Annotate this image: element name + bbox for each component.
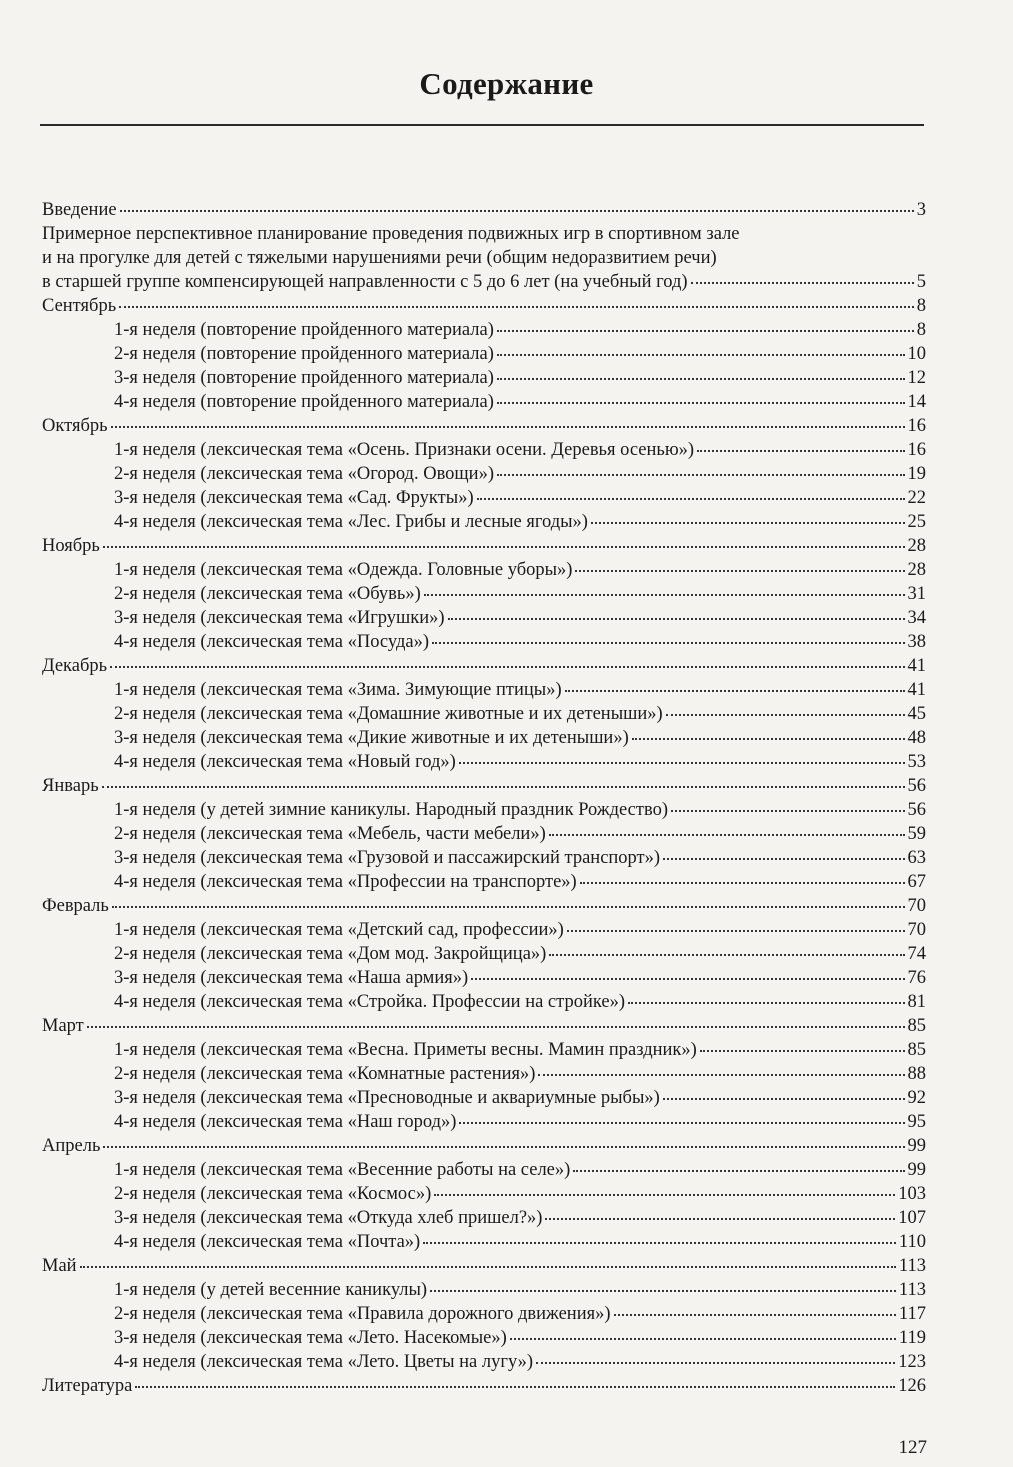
toc-entry-week[interactable] (42, 1086, 926, 1110)
toc-entry-page: 85 (907, 1016, 926, 1036)
toc-entry-label: 3-я неделя (лексическая тема «Дикие животные и их детеныши») (114, 728, 629, 748)
toc-entry-label: Литература (42, 1376, 133, 1396)
dot-leader (497, 354, 905, 356)
toc-entry-label: 1-я неделя (у детей зимние каникулы. Народный праздник Рождество) (114, 800, 668, 820)
dot-leader (545, 1218, 895, 1220)
toc-entry-label: 2-я неделя (лексическая тема «Космос») (114, 1184, 432, 1204)
dot-leader (103, 546, 905, 548)
dot-leader (459, 762, 905, 764)
toc-entry-label: 1-я неделя (лексическая тема «Детский сад, профессии») (114, 920, 564, 940)
dot-leader (573, 1170, 904, 1172)
dot-leader (111, 426, 905, 428)
toc-entry-week[interactable] (42, 342, 926, 366)
toc-entry-label: 3-я неделя (лексическая тема «Игрушки») (114, 608, 445, 628)
toc-entry-label: 2-я неделя (повторение пройденного материала) (114, 344, 494, 364)
toc-entry-page: 117 (898, 1304, 926, 1324)
toc-entry-label: 1-я неделя (лексическая тема «Весенние работы на селе») (114, 1160, 571, 1180)
toc-entry-week[interactable] (42, 582, 926, 606)
toc-entry-page: 25 (907, 512, 926, 532)
dot-leader (87, 1026, 905, 1028)
toc-entry-page: 12 (907, 368, 926, 388)
toc-entry-intro[interactable] (42, 198, 926, 222)
toc-entry-label: 3-я неделя (лексическая тема «Сад. Фрукты») (114, 488, 474, 508)
toc-entry-week[interactable] (42, 630, 926, 654)
toc-entry-page: 5 (916, 272, 926, 292)
toc-entry-page: 59 (907, 824, 926, 844)
toc-entry-label: 3-я неделя (лексическая тема «Грузовой и пассажирский транспорт») (114, 848, 661, 868)
dot-leader (423, 1242, 896, 1244)
toc-entry-page: 41 (907, 656, 926, 676)
page-number: 127 (898, 1437, 927, 1458)
toc-entry-week[interactable] (42, 1158, 926, 1182)
toc-entry-label: 3-я неделя (лексическая тема «Пресноводные и аквариумные рыбы») (114, 1088, 660, 1108)
toc-entry-week[interactable] (42, 366, 926, 390)
toc-entry-week[interactable] (42, 918, 926, 942)
toc-entry-month[interactable] (42, 1254, 926, 1278)
toc-entry-month[interactable] (42, 894, 926, 918)
dot-leader (477, 498, 905, 500)
dot-leader (549, 834, 905, 836)
dot-leader (120, 210, 914, 212)
dot-leader (565, 690, 905, 692)
toc-entry-literature[interactable] (42, 1374, 926, 1398)
toc-entry-week[interactable] (42, 942, 926, 966)
toc-entry-page: 22 (907, 488, 926, 508)
toc-entry-label: 1-я неделя (лексическая тема «Зима. Зимующие птицы») (114, 680, 562, 700)
toc-entry-month[interactable] (42, 774, 926, 798)
dot-leader (536, 1362, 895, 1364)
toc-entry-page: 74 (907, 944, 926, 964)
toc-entry-label: 4-я неделя (повторение пройденного материала) (114, 392, 494, 412)
dot-leader (448, 618, 905, 620)
dot-leader (700, 1050, 905, 1052)
toc-entry-week[interactable] (42, 1278, 926, 1302)
toc-entry-label: 1-я неделя (повторение пройденного материала) (114, 320, 494, 340)
toc-entry-week[interactable] (42, 990, 926, 1014)
toc-entry-week[interactable] (42, 966, 926, 990)
toc-entry-week[interactable] (42, 870, 926, 894)
dot-leader (471, 978, 904, 980)
toc-entry-page: 8 (916, 296, 926, 316)
toc-entry-label: Ноябрь (42, 536, 100, 556)
toc-entry-week[interactable] (42, 822, 926, 846)
dot-leader (567, 930, 905, 932)
toc-entry-month[interactable] (42, 414, 926, 438)
toc-entry-label: 1-я неделя (лексическая тема «Одежда. Головные уборы») (114, 560, 573, 580)
toc-entry-week[interactable] (42, 510, 926, 534)
toc-entry-label: 1-я неделя (лексическая тема «Осень. Признаки осени. Деревья осенью») (114, 440, 695, 460)
toc-entry-page: 8 (916, 320, 926, 340)
toc-entry-page: 28 (907, 536, 926, 556)
toc-entry-page: 95 (907, 1112, 926, 1132)
toc-entry-week[interactable] (42, 1038, 926, 1062)
toc-entry-month[interactable] (42, 654, 926, 678)
toc-entry-week[interactable] (42, 1062, 926, 1086)
dot-leader (663, 1098, 905, 1100)
toc-entry-label: 2-я неделя (лексическая тема «Комнатные растения») (114, 1064, 536, 1084)
toc-entry-page: 85 (907, 1040, 926, 1060)
toc-entry-label: Январь (42, 776, 99, 796)
dot-leader (663, 858, 904, 860)
dot-leader (103, 1146, 904, 1148)
toc-entry-label: 1-я неделя (у детей весенние каникулы) (114, 1280, 428, 1300)
toc-entry-month[interactable] (42, 1014, 926, 1038)
toc-entry-label: 4-я неделя (лексическая тема «Новый год») (114, 752, 456, 772)
toc-entry-page: 113 (898, 1256, 926, 1276)
dot-leader (697, 450, 904, 452)
toc-entry-label: 4-я неделя (лексическая тема «Профессии на транспорте») (114, 872, 577, 892)
dot-leader (119, 306, 914, 308)
toc-entry-page: 110 (898, 1232, 926, 1252)
dot-leader (632, 738, 905, 740)
dot-leader (424, 594, 905, 596)
toc-entry-week[interactable] (42, 726, 926, 750)
toc-entry-page: 53 (907, 752, 926, 772)
dot-leader (580, 882, 905, 884)
title-divider (40, 124, 924, 126)
toc-entry-week[interactable] (42, 318, 926, 342)
toc-entry-page: 16 (907, 416, 926, 436)
toc-entry-week[interactable] (42, 1326, 926, 1350)
toc-entry-page: 48 (907, 728, 926, 748)
dot-leader (434, 1194, 895, 1196)
toc-entry-label: Введение (42, 200, 117, 220)
toc-entry-label: 1-я неделя (лексическая тема «Весна. Приметы весны. Мамин праздник») (114, 1040, 697, 1060)
toc-entry-label: 2-я неделя (лексическая тема «Мебель, части мебели») (114, 824, 546, 844)
toc-entry-label: Декабрь (42, 656, 108, 676)
toc-entry-label: 4-я неделя (лексическая тема «Наш город») (114, 1112, 457, 1132)
dot-leader (691, 282, 914, 284)
dot-leader (112, 906, 905, 908)
toc-entry-week[interactable] (42, 1230, 926, 1254)
dot-leader (110, 666, 904, 668)
toc-entry-label: Октябрь (42, 416, 108, 436)
toc-entry-label: 3-я неделя (лексическая тема «Лето. Насекомые») (114, 1328, 507, 1348)
dot-leader (549, 954, 904, 956)
months-list (42, 294, 926, 1374)
toc-entry-label: 2-я неделя (лексическая тема «Дом мод. Закройщица») (114, 944, 547, 964)
toc-entry-page: 34 (907, 608, 926, 628)
dot-leader (538, 1074, 904, 1076)
toc-entry-week[interactable] (42, 486, 926, 510)
toc-entry-page: 63 (907, 848, 926, 868)
toc-entry-week[interactable] (42, 750, 926, 774)
toc-entry-page: 123 (898, 1352, 926, 1372)
toc-entry-page: 103 (898, 1184, 926, 1204)
toc-entry-label: Апрель (42, 1136, 101, 1156)
dot-leader (591, 522, 905, 524)
toc-entry-planning[interactable] (42, 270, 926, 294)
dot-leader (510, 1338, 896, 1340)
toc-entry-week[interactable] (42, 846, 926, 870)
toc-entry-page: 56 (907, 800, 926, 820)
toc-entry-label: Май (42, 1256, 77, 1276)
toc-entry-page: 31 (907, 584, 926, 604)
toc-entry-label: 2-я неделя (лексическая тема «Обувь») (114, 584, 421, 604)
toc-entry-label: 4-я неделя (лексическая тема «Почта») (114, 1232, 421, 1252)
toc-entry-page: 14 (907, 392, 926, 412)
toc-entry-week[interactable] (42, 390, 926, 414)
dot-leader (497, 378, 905, 380)
toc-entry-page: 92 (907, 1088, 926, 1108)
toc-entry-label: 2-я неделя (лексическая тема «Огород. Овощи») (114, 464, 494, 484)
dot-leader (671, 810, 905, 812)
toc-entry-page: 88 (907, 1064, 926, 1084)
toc-entry-label: Февраль (42, 896, 109, 916)
toc-entry-week[interactable] (42, 558, 926, 582)
toc-entry-label: Сентябрь (42, 296, 117, 316)
dot-leader (430, 1290, 896, 1292)
toc-entry-week[interactable] (42, 1182, 926, 1206)
toc-entry-page: 99 (907, 1160, 926, 1180)
toc-entry-label: 4-я неделя (лексическая тема «Лето. Цветы на лугу») (114, 1352, 534, 1372)
toc-entry-week[interactable] (42, 1206, 926, 1230)
toc-entry-page: 45 (907, 704, 926, 724)
toc-entry-page: 16 (907, 440, 926, 460)
toc-planning-line-2: и на прогулке для детей с тяжелыми нарушениями речи (общим недоразвитием речи) (42, 248, 717, 268)
toc-entry-week[interactable] (42, 1350, 926, 1374)
dot-leader (432, 642, 904, 644)
toc-entry-page: 70 (907, 920, 926, 940)
dot-leader (575, 570, 904, 572)
toc-entry-page: 81 (907, 992, 926, 1012)
dot-leader (102, 786, 905, 788)
table-of-contents (42, 198, 926, 1398)
dot-leader (628, 1002, 905, 1004)
toc-entry-label: 4-я неделя (лексическая тема «Лес. Грибы и лесные ягоды») (114, 512, 588, 532)
dot-leader (135, 1386, 895, 1388)
toc-entry-page: 56 (907, 776, 926, 796)
page-title: Содержание (419, 66, 594, 101)
toc-entry-label: 3-я неделя (лексическая тема «Наша армия») (114, 968, 469, 988)
toc-entry-week[interactable] (42, 678, 926, 702)
toc-entry-week[interactable] (42, 438, 926, 462)
toc-entry-page: 67 (907, 872, 926, 892)
toc-entry-page: 3 (916, 200, 926, 220)
toc-entry-page: 119 (898, 1328, 926, 1348)
toc-entry-month[interactable] (42, 534, 926, 558)
toc-entry-label: 4-я неделя (лексическая тема «Стройка. Профессии на стройке») (114, 992, 625, 1012)
toc-entry-label: 2-я неделя (лексическая тема «Домашние животные и их детеныши») (114, 704, 663, 724)
toc-entry-page: 76 (907, 968, 926, 988)
toc-entry-page: 113 (898, 1280, 926, 1300)
toc-entry-page: 38 (907, 632, 926, 652)
toc-entry-page: 19 (907, 464, 926, 484)
dot-leader (666, 714, 905, 716)
toc-entry-page: 41 (907, 680, 926, 700)
toc-entry-page: 28 (907, 560, 926, 580)
dot-leader (614, 1314, 896, 1316)
toc-planning-line-1: Примерное перспективное планирование проведения подвижных игр в спортивном зале (42, 224, 740, 244)
toc-entry-label: 3-я неделя (лексическая тема «Откуда хлеб пришел?») (114, 1208, 543, 1228)
toc-entry-week[interactable] (42, 1302, 926, 1326)
toc-entry-week[interactable] (42, 702, 926, 726)
toc-entry-month[interactable] (42, 294, 926, 318)
toc-entry-week[interactable] (42, 606, 926, 630)
dot-leader (497, 330, 914, 332)
toc-entry-page: 10 (907, 344, 926, 364)
toc-entry-page: 70 (907, 896, 926, 916)
toc-entry-label: Март (42, 1016, 84, 1036)
toc-entry-week[interactable] (42, 798, 926, 822)
dot-leader (459, 1122, 904, 1124)
toc-entry-week[interactable] (42, 462, 926, 486)
toc-entry-week[interactable] (42, 1110, 926, 1134)
toc-entry-label: в старшей группе компенсирующей направленности с 5 до 6 лет (на учебный год) (42, 272, 688, 292)
toc-entry-label: 2-я неделя (лексическая тема «Правила дорожного движения») (114, 1304, 611, 1324)
toc-entry-month[interactable] (42, 1134, 926, 1158)
dot-leader (80, 1266, 896, 1268)
toc-entry-label: 3-я неделя (повторение пройденного материала) (114, 368, 494, 388)
dot-leader (497, 474, 905, 476)
toc-entry-page: 126 (898, 1376, 926, 1396)
toc-entry-label: 4-я неделя (лексическая тема «Посуда») (114, 632, 430, 652)
dot-leader (497, 402, 905, 404)
toc-entry-page: 99 (907, 1136, 926, 1156)
toc-entry-page: 107 (898, 1208, 926, 1228)
